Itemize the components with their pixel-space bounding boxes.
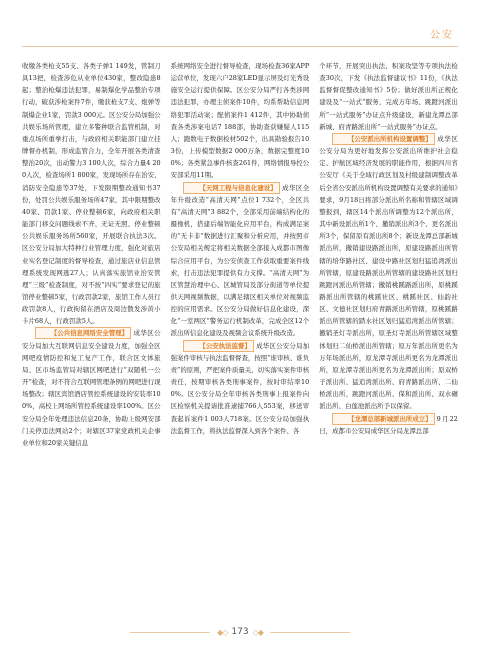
body-paragraph	[319, 60, 458, 133]
header-divider	[22, 46, 458, 47]
paragraph-text: 收缴各类枪支55支、各类子弹1 149发，管制刀具13把，检查涉危从业单位430家，整改隐患8起；整治枪爆违法犯罪，易制爆化学品整治专项行动，破获涉枪案件7件，缴获枪支7支、炮弹等制爆企业1家，罚款3 000元。区公安分局加强公共娱乐场所管理，建立多警种联合监管机制，对重点场所重拳打击，与政府相关职能部门建立挂牌督办机制，形成监管合力，全年开展各类清查整治20次，出动警力3 100人次，综合力量4 200人次，检查场所1 800家，发现场所存在治安、消防安全隐患等37处，下发限期整改通知书37份，处罚公共娱乐服务场所47家，其中限期整改40家、罚款1家、停业整顿6家，向政府相关职能部门移交问题线索不齐、无证无照、停业整顿公共娱乐服务场所560家，开展联合执法3次。区公安分局加大特种行业管理力度，强化对旅店业实名登记制度的督导检查，通过旅店业信息管理系统发现网逃27人；认真落实旅馆业治安管理“三级”检查制度，对不按“四实”要求登记的旅馆停业整顿5家，行政罚款2家，旅馆工作人员行政罚款8人，行政拘留在酒店及周边散发涉黄小卡片68人，行政罚款5人。	[22, 62, 161, 326]
body-paragraph	[22, 60, 161, 327]
section-heading: 【公安执法监督】	[183, 340, 253, 352]
paragraph-text: 成华区公安分局加大互联网信息安全建设力度，加强全区网吧疫情防控和复工复产工作，联合区文体旅局、区市场监管局对辖区网吧进行“双随机一公开”检查，对不符合互联网管理条例的网吧进行现场整改；辖区宾馆酒店管控系统建设的安装率100%，高校上网场所管控系统建设率100%。区公安分局全年处理违法信息20条，协助上级网安部门关停违法网站2个；对辖区37家党政机关企事业单位和20家关键信息	[22, 329, 161, 447]
text-column-2	[171, 60, 310, 612]
text-columns	[22, 60, 458, 612]
section-paragraph	[22, 327, 161, 449]
section-heading: 【龙潭总部新城派出所成立】	[332, 413, 435, 425]
section-tag: 公安	[430, 30, 454, 41]
page-number: 173	[231, 627, 249, 637]
section-paragraph	[319, 413, 458, 437]
text-column-1	[22, 60, 161, 612]
page-number-box	[210, 622, 270, 642]
text-column-3	[319, 60, 458, 612]
section-paragraph	[319, 133, 458, 413]
section-paragraph	[171, 182, 310, 340]
paragraph-text: 成华区公安分局加强案件审核与执法监督督查，按照“谁审核、谁负责”的原则，严把案件质量关，切实落实案件审核责任，按期审核各类刑事案件，按时审结率100%。区公安分局全年审核各类刑事上报案件向区检察机关提请批准逮捕766人553案，移送审查起诉案件1 003人718案。区公安分局加强执法监督工作，将执法监督深入到各个案件、各	[170, 341, 310, 435]
section-heading: 【公安派出所机构设置调整】	[332, 133, 435, 145]
page-header	[0, 0, 480, 50]
paragraph-text: 成华区全年升级改造“高清天网”点位1 732个，全区共有“高清天网”3 882个，全部采用前端结构化的摄像机，搭建后端智能化应用平台，构成满足案的“无卡非”数据进行汇聚和分析应用，并按照市公安局相关规定将相关数据全部接入成都市图像综合应用平台，为公安侦查工作获取重要案件线索，打击违法犯罪提供有力支撑。“高清天网”为区管慧治理中心、区城管局及部分街道等单位提供天网视频数据，以满足辖区相关单位对视频监控的应用需求。区公安分局做好信息化建设，深化“一室两区”警务运行机制改革，完成全区12个派出所信息化建设及视频会议系统升级改造。	[170, 183, 310, 338]
paragraph-text: 个环节，开展突出执法、积案攻坚等专项执法检查30次，下发《执法监督建议书》11份，《执法监督督促整改通知书》5份；做好派出所正规化建设及“一站式”服务，完成万年场、跳蹬河派出所“一站式服务”办证点升级建设，新建龙潭总部新城、府青路派出所“一站式服务”办证点。	[319, 62, 458, 131]
paragraph-text: 成华区公安分局为更好地发挥公安派出所维护社会稳定、护航区域经济发展的职能作用，根据四川省公安厅《关于全域行政区划及村级建制调整改革后全省公安派出所机构设置调整有关要求的通知》要求，9月18日将部分派出所名称和管辖区域调整报到，辖区14个派出所调整为12个派出所，其中新设派出所1个、撤销派出所3个、更名派出所3个，保留原有派出所8个；新设龙潭总部新城派出所，撤销建设路派出所，原建设路派出所管辖的培华路社区、建设中路社区划归猛追湾派出所管辖，原建设路派出所管辖的建设路社区划归跳蹬河派出所管辖；撤销桃蹊路派出所，原桃蹊路派出所管辖的桃蹊社区、桃蹊社区、仙韵社区、文德社区划归府青路派出所管辖，原桃蹊路派出所管辖的踏水社区划归猛追湾派出所管辖；撤销圣灯寺派出所，原圣灯寺派出所管辖区域整体划归二仙桥派出所管辖；原万年派出所更名为万年场派出所，原龙潭寺派出所更名为龙潭派出所，原龙潭寺派出所更名为龙潭派出所；原双桥子派出所、猛追湾派出所、府青路派出所、二仙桥派出所、跳蹬河派出所、保和派出所、双水碾派出所、白莲池派出所予以保留。	[319, 134, 458, 411]
right-ornament: ◇◆	[252, 627, 263, 637]
section-heading: 【天网工程与信息化建设】	[183, 182, 279, 194]
paragraph-text: 9月22日，成都市公安局成华区分局龙潭总部	[319, 414, 458, 435]
section-paragraph	[171, 340, 310, 437]
body-paragraph	[171, 60, 310, 182]
section-heading: 【公共信息网络安全管理】	[35, 327, 131, 339]
paragraph-text: 系统网络安全进行督导检查，现场检查36家APP运营单位，发现六户28家LED显示屏及灯光秀设施安全运行提供保障。区公安分局严打各类涉网违法犯罪，办理主侦案件10件，均系帮助信息网络犯罪活动案；配侦案件1 412件，其中协助侦查各类涉案电话7 188部，协助查获嫌疑人115人；跑数电子数据检材502个，出具勘验报告103份，上传模型数据2 000万条，数据完整度100%；各类紧急事件核查261件，网络情报导控公安部采用11期。	[170, 62, 310, 180]
left-ornament: ◆◇	[217, 627, 228, 637]
